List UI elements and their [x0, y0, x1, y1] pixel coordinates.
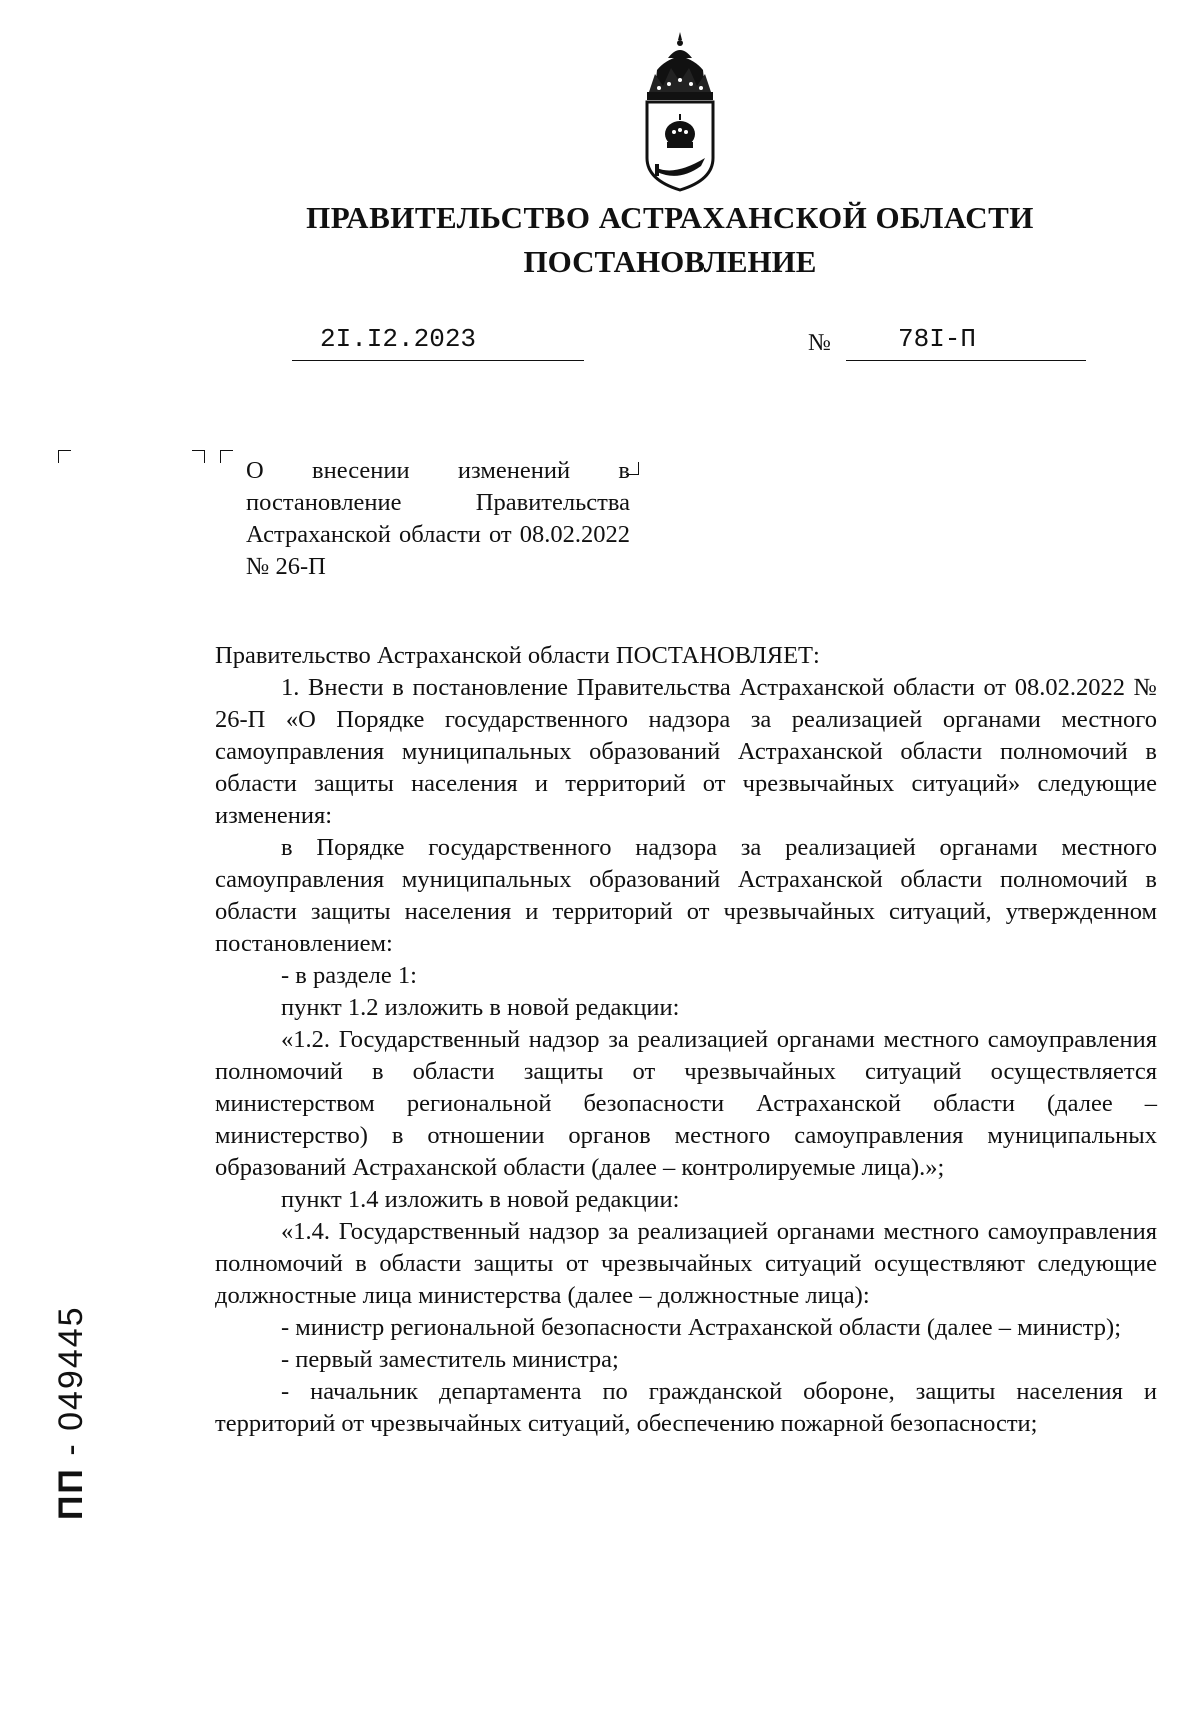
document-subject: О внесении изменений в постановление Правительства Астраханской области от 08.02.2022 № 26-П — [246, 457, 630, 580]
document-body — [215, 640, 1157, 1440]
paragraph: - министр региональной безопасности Астраханской области (далее – министр); — [281, 1314, 1122, 1341]
corner-mark — [192, 450, 205, 463]
serial-number: 049445 — [52, 1305, 90, 1431]
paragraph: пункт 1.2 изложить в новой редакции: — [281, 994, 680, 1021]
paragraph: «1.4. Государственный надзор за реализацией органами местного самоуправления полномочий в области защиты от чрезвычайных ситуаций осуществляют следующие должностные лица министерства (далее – должностные лица): — [215, 1218, 1157, 1309]
paragraph: - в разделе 1: — [281, 962, 417, 989]
corner-mark — [58, 450, 71, 463]
paragraph: в Порядке государственного надзора за реализацией органами местного самоуправления муниципальных образований Астраханской области полномочий в области защиты населения и территорий от чрезвычайных ситуаций, утвержденном постановлением: — [215, 834, 1157, 957]
document-number — [846, 324, 1086, 361]
serial-series: ПП — [52, 1467, 90, 1520]
paragraph: пункт 1.4 изложить в новой редакции: — [281, 1186, 680, 1213]
number-label: № — [808, 330, 831, 356]
number-value: 78I-П — [898, 324, 977, 354]
government-title: ПРАВИТЕЛЬСТВО АСТРАХАНСКОЙ ОБЛАСТИ — [306, 200, 1034, 235]
paragraph: Правительство Астраханской области ПОСТАНОВЛЯЕТ: — [215, 642, 820, 669]
date-value: 2I.I2.2023 — [320, 324, 477, 354]
corner-mark — [220, 450, 233, 463]
paragraph: «1.2. Государственный надзор за реализацией органами местного самоуправления полномочий в области защиты от чрезвычайных ситуаций осуществляется министерством региональной безопасности Астраханской области (далее – министерство) в отношении органов местного самоуправления муниципальных образований Астраханской области (далее – контролируемые лица).»; — [215, 1026, 1157, 1181]
form-serial-number: ПП - 049445 — [52, 1305, 90, 1520]
document-type: ПОСТАНОВЛЕНИЕ — [523, 244, 817, 279]
coat-of-arms-icon — [635, 30, 725, 195]
paragraph: - начальник департамента по гражданской обороне, защиты населения и территорий от чрезвычайных ситуаций, обеспечению пожарной безопасности; — [215, 1378, 1157, 1437]
paragraph: 1. Внести в постановление Правительства Астраханской области от 08.02.2022 № 26-П «О Порядке государственного надзора за реализацией органами местного самоуправления муниципальных образований Астраханской области полномочий в области защиты населения и территорий от чрезвычайных ситуаций» следующие изменения: — [215, 674, 1157, 829]
document-date — [292, 324, 584, 361]
paragraph: - первый заместитель министра; — [281, 1346, 619, 1373]
